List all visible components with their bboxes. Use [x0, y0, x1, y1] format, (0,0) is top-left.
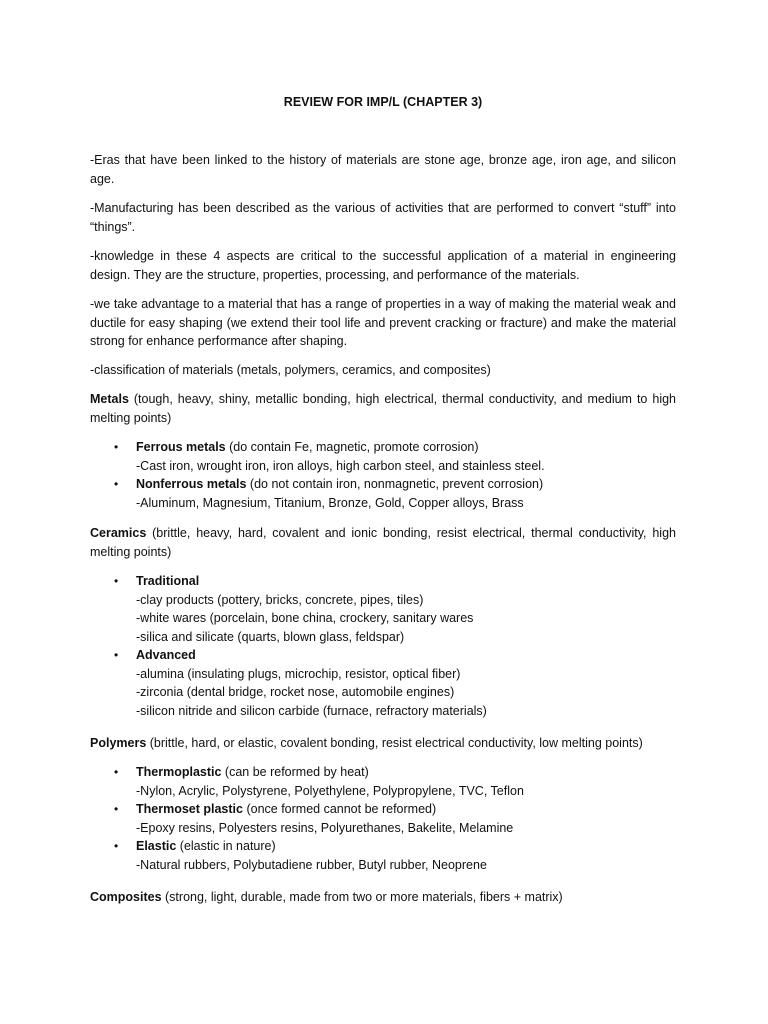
bullet-icon: • — [114, 839, 119, 853]
paragraph-manufacturing: -Manufacturing has been described as the various of activities that are performed to convert “stuff” into “things”. — [90, 201, 676, 234]
paragraph-advantage: -we take advantage to a material that has a range of properties in a way of making the material weak and ductile for easy shaping (we extend their tool life and prevent cracking or fracture) and make the material strong for enhance performance after shaping. — [90, 297, 676, 348]
list-item — [90, 800, 676, 837]
bullet-icon: • — [114, 765, 119, 779]
item-description: (once formed cannot be reformed) — [242, 802, 437, 816]
item-description: (do contain Fe, magnetic, promote corrosion) — [225, 440, 479, 454]
item-examples: -alumina (insulating plugs, microchip, resistor, optical fiber) — [136, 666, 461, 681]
section-composites — [90, 888, 676, 907]
paragraph-eras: -Eras that have been linked to the history of materials are stone age, bronze age, iron age, and silicon age. — [90, 153, 676, 186]
item-examples: -silicon nitride and silicon carbide (furnace, refractory materials) — [136, 703, 487, 718]
document-title: REVIEW FOR IMP/L (CHAPTER 3) — [283, 95, 483, 109]
paragraph-knowledge: -knowledge in these 4 aspects are critical to the successful application of a material in engineering design. They are the structure, properties, processing, and performance of the materials. — [90, 249, 676, 282]
bullet-icon: • — [114, 648, 119, 662]
item-examples: -zirconia (dental bridge, rocket nose, automobile engines) — [136, 685, 455, 699]
composites-heading: Composites — [90, 890, 162, 904]
item-name: Thermoset plastic — [136, 802, 243, 816]
bullet-icon: • — [114, 574, 119, 588]
item-name: Nonferrous metals — [136, 477, 247, 491]
list-item — [90, 438, 676, 475]
item-description: (elastic in nature) — [176, 839, 276, 853]
bullet-icon: • — [114, 440, 119, 454]
item-name: Elastic — [136, 839, 177, 853]
item-name: Ferrous metals — [136, 440, 226, 454]
metals-heading: Metals — [90, 392, 129, 406]
section-polymers — [90, 734, 676, 753]
metals-list — [90, 438, 676, 512]
polymers-heading: Polymers — [90, 736, 147, 750]
ceramics-heading: Ceramics — [90, 526, 147, 540]
item-description: (can be reformed by heat) — [221, 765, 369, 779]
item-name: Traditional — [136, 574, 200, 588]
list-item — [90, 763, 676, 800]
composites-description: (strong, light, durable, made from two or more materials, fibers + matrix) — [161, 890, 563, 904]
item-examples: -silica and silicate (quarts, blown glass, feldspar) — [136, 629, 405, 644]
ceramics-list — [90, 572, 676, 720]
polymers-list — [90, 763, 676, 874]
item-name: Advanced — [136, 648, 196, 662]
bullet-icon: • — [114, 802, 119, 816]
list-item — [90, 646, 676, 720]
item-examples: -white wares (porcelain, bone china, crockery, sanitary wares — [136, 611, 474, 625]
section-ceramics — [90, 524, 676, 561]
polymers-description: (brittle, hard, or elastic, covalent bonding, resist electrical conductivity, low melting points) — [146, 736, 643, 750]
item-examples: -clay products (pottery, bricks, concrete, pipes, tiles) — [136, 592, 424, 607]
paragraph-classification: -classification of materials (metals, polymers, ceramics, and composites) — [90, 363, 491, 377]
item-examples: -Natural rubbers, Polybutadiene rubber, Butyl rubber, Neoprene — [136, 857, 487, 872]
item-examples: -Epoxy resins, Polyesters resins, Polyurethanes, Bakelite, Melamine — [136, 820, 514, 835]
list-item — [90, 837, 676, 874]
item-examples: -Cast iron, wrought iron, iron alloys, high carbon steel, and stainless steel. — [136, 458, 545, 473]
list-item — [90, 572, 676, 646]
bullet-icon: • — [114, 477, 119, 491]
section-metals — [90, 390, 676, 427]
item-name: Thermoplastic — [136, 765, 222, 779]
item-description: (do not contain iron, nonmagnetic, prevent corrosion) — [246, 477, 544, 491]
item-examples: -Aluminum, Magnesium, Titanium, Bronze, Gold, Copper alloys, Brass — [136, 495, 524, 510]
item-examples: -Nylon, Acrylic, Polystyrene, Polyethylene, Polypropylene, TVC, Teflon — [136, 783, 524, 798]
ceramics-description: (brittle, heavy, hard, covalent and ionic bonding, resist electrical, thermal conductivity, high melting points) — [90, 526, 676, 559]
list-item — [90, 475, 676, 512]
metals-description: (tough, heavy, shiny, metallic bonding, high electrical, thermal conductivity, and medium to high melting points) — [90, 392, 676, 425]
